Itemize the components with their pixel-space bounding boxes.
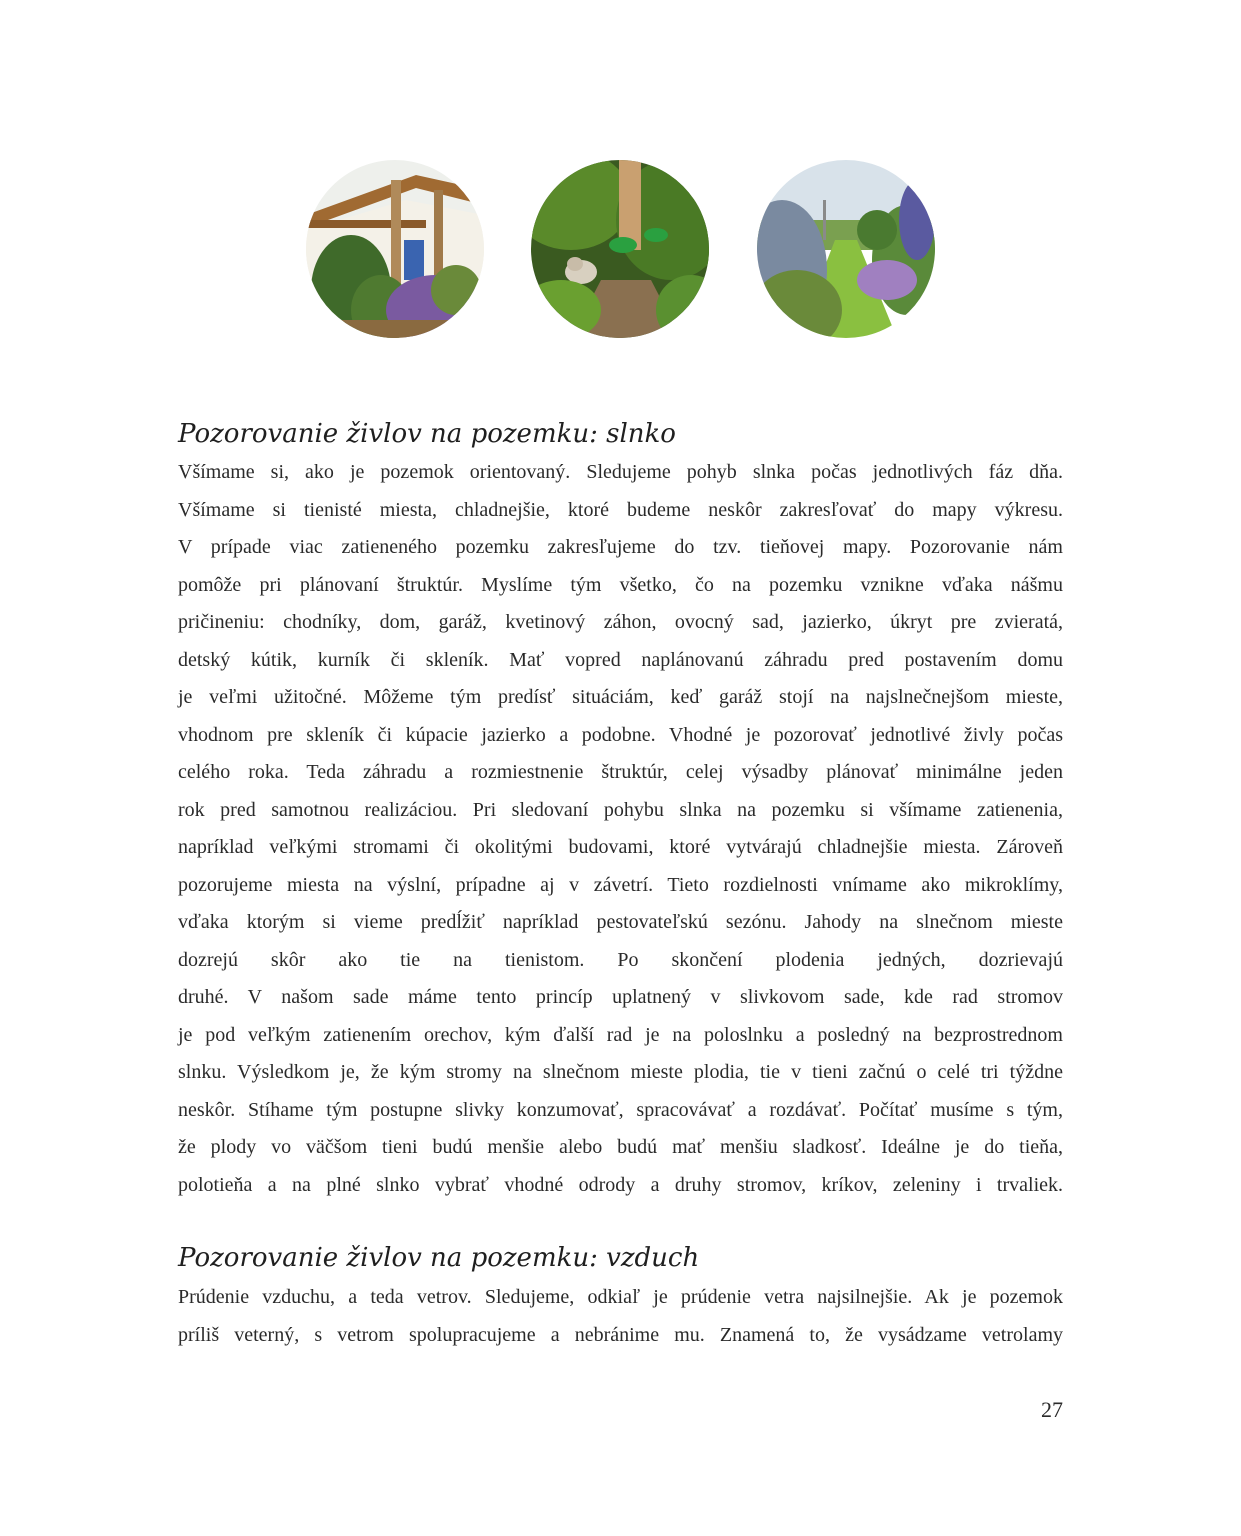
- body-line: V prípade viac zatieneného pozemku zakresľujeme do tzv. tieňovej mapy. Pozorovanie nám: [178, 536, 1063, 558]
- body-line: pomôže pri plánovaní štruktúr. Myslíme tým všetko, čo na pozemku vznikne vďaka nášmu: [178, 573, 1063, 596]
- section-body-air: [178, 1279, 1063, 1354]
- body-line: polotieňa a na plné slnko vybrať vhodné odrody a druhy stromov, kríkov, zeleniny i trvaliek.: [178, 1173, 1063, 1196]
- body-line: napríklad veľkými stromami či okolitými budovami, ktoré vytvárajú chladnejšie miesta. Zároveň: [178, 836, 1063, 858]
- body-line: druhé. V našom sade máme tento princíp uplatnený v slivkovom sade, kde rad stromov: [178, 986, 1063, 1008]
- body-line: pozorujeme miesta na výslní, prípadne aj v závetrí. Tieto rozdielnosti vnímame ako mikroklímy,: [178, 873, 1063, 896]
- body-line: slnku. Výsledkom je, že kým stromy na slnečnom mieste plodia, tie v tieni začnú o celé tri týždne: [178, 1061, 1063, 1083]
- body-line: je pod veľkým zatienením orechov, kým ďalší rad je na poloslnku a posledný na bezprostrednom: [178, 1023, 1063, 1046]
- body-line: je veľmi užitočné. Môžeme tým predísť situáciám, keď garáž stojí na najslnečnejšom mieste,: [178, 686, 1063, 708]
- body-line: dozrejú skôr ako tie na tienistom. Po skončení plodenia jedných, dozrievajú: [178, 948, 1063, 971]
- house-pergola-photo: [306, 160, 484, 338]
- body-line: celého roka. Teda záhradu a rozmiestnenie štruktúr, celej výsadby plánovať minimálne jeden: [178, 761, 1063, 783]
- body-line: detský kútik, kurník či skleník. Mať vopred naplánovanú záhradu pred postavením domu: [178, 648, 1063, 671]
- body-line: neskôr. Stíhame tým postupne slivky konzumovať, spracovávať a rozdávať. Počítať musíme s tým,: [178, 1098, 1063, 1121]
- body-line: že plody vo väčšom tieni budú menšie alebo budú mať menšiu sladkosť. Ideálne je do tieňa,: [178, 1136, 1063, 1158]
- section-body-sun: [178, 454, 1063, 1204]
- body-line: rok pred samotnou realizáciou. Pri sledovaní pohybu slnka na pozemku si všímame zatienenia,: [178, 798, 1063, 821]
- body-line: príliš veterný, s vetrom spolupracujeme a nebránime mu. Znamená to, že vysádzame vetrolamy: [178, 1323, 1063, 1346]
- body-line: vďaka ktorým si vieme predĺžiť napríklad pestovateľskú sezónu. Jahody na slnečnom mieste: [178, 911, 1063, 933]
- body-line: vhodnom pre skleník či kúpacie jazierko a podobne. Vhodné je pozorovať jednotlivé živly počas: [178, 723, 1063, 746]
- body-line: Všímame si tienisté miesta, chladnejšie, ktoré budeme neskôr zakresľovať do mapy výkresu.: [178, 498, 1063, 521]
- body-line: pričineniu: chodníky, dom, garáž, kvetinový záhon, ovocný sad, jazierko, úkryt pre zvieratá,: [178, 611, 1063, 633]
- garden-path-photo: [757, 160, 935, 338]
- section-heading-air: Pozorovanie živlov na pozemku: vzduch: [178, 1243, 700, 1273]
- body-line: Prúdenie vzduchu, a teda vetrov. Sledujeme, odkiaľ je prúdenie vetra najsilnejšie. Ak je pozemok: [178, 1286, 1063, 1308]
- body-line: Všímame si, ako je pozemok orientovaný. Sledujeme pohyb slnka počas jednotlivých fáz dňa.: [178, 461, 1063, 483]
- page-number: 27: [1041, 1397, 1063, 1422]
- photo-row: [0, 160, 1241, 338]
- section-heading-sun: Pozorovanie živlov na pozemku: slnko: [178, 419, 676, 449]
- kitten-in-garden-photo: [531, 160, 709, 338]
